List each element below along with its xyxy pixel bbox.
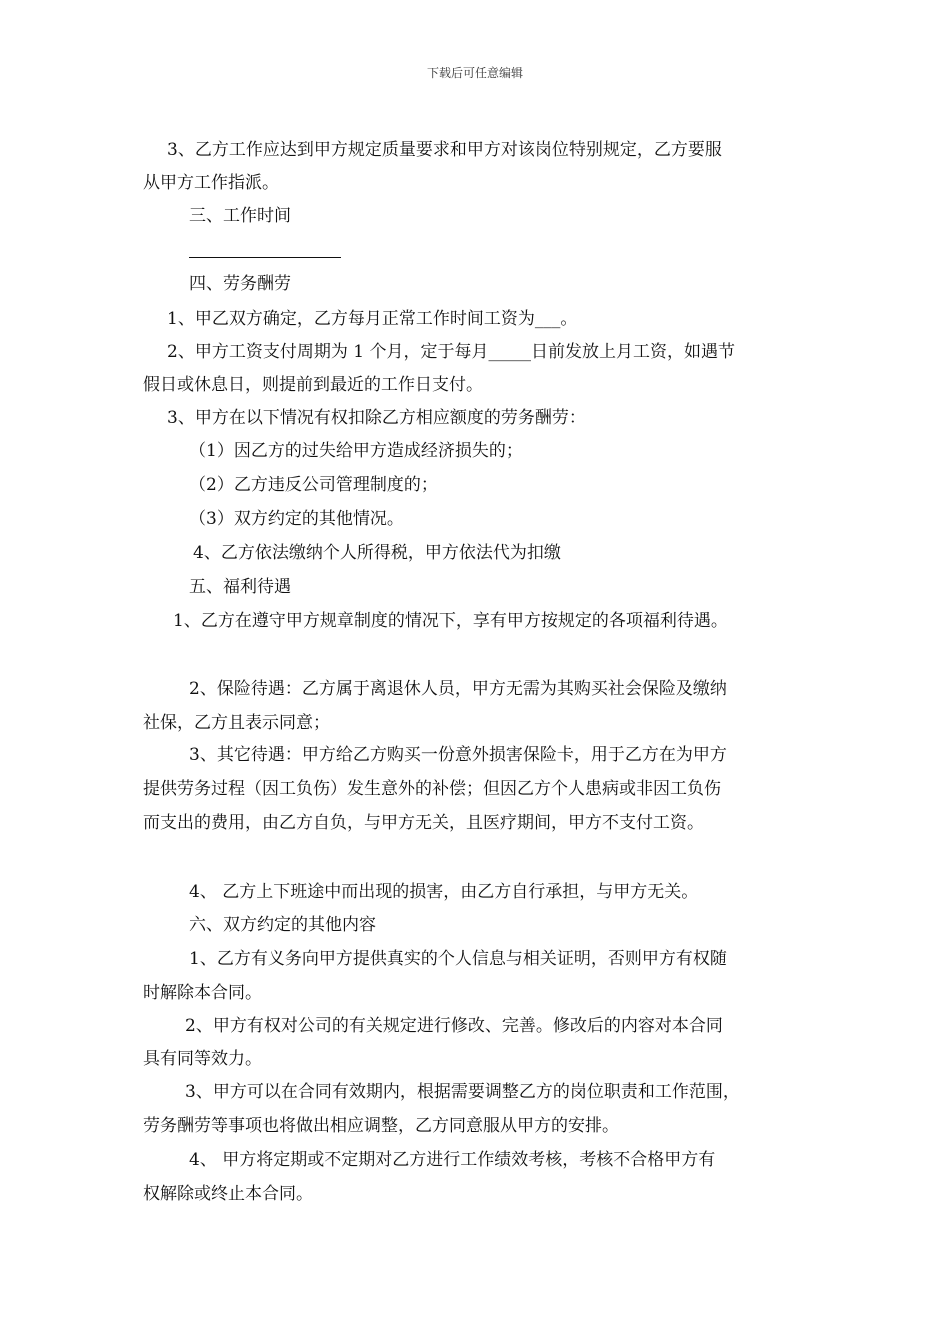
section-heading: 三、工作时间 [189, 206, 291, 226]
text-line: 1、甲乙双方确定，乙方每月正常工作时间工资为___。 [167, 309, 578, 329]
list-item: （3）双方约定的其他情况。 [189, 509, 404, 529]
text-line: 3、甲方在以下情况有权扣除乙方相应额度的劳务酬劳： [167, 408, 586, 428]
text-line: 劳务酬劳等事项也将做出相应调整，乙方同意服从甲方的安排。 [143, 1116, 619, 1136]
section-heading: 五、福利待遇 [189, 577, 291, 597]
page-header: 下载后可任意编辑 [426, 66, 523, 80]
text-line: 1、乙方有义务向甲方提供真实的个人信息与相关证明，否则甲方有权随 [189, 949, 727, 969]
text-line: 从甲方工作指派。 [143, 173, 279, 193]
blank-underline [189, 257, 341, 258]
text-line: 而支出的费用，由乙方自负，与甲方无关，且医疗期间，甲方不支付工资。 [143, 813, 704, 833]
text-line: 3、其它待遇：甲方给乙方购买一份意外损害保险卡，用于乙方在为甲方 [189, 745, 727, 765]
text-line: 3、乙方工作应达到甲方规定质量要求和甲方对该岗位特别规定，乙方要服 [167, 140, 722, 160]
text-line: 3、甲方可以在合同有效期内，根据需要调整乙方的岗位职责和工作范围， [185, 1082, 740, 1102]
text-line: 社保，乙方且表示同意； [143, 713, 330, 733]
section-heading: 四、劳务酬劳 [189, 274, 291, 294]
text-line: 权解除或终止本合同。 [143, 1184, 313, 1204]
list-item: （2）乙方违反公司管理制度的； [189, 475, 438, 495]
list-item: （1）因乙方的过失给甲方造成经济损失的； [189, 441, 523, 461]
text-line: 提供劳务过程（因工负伤）发生意外的补偿；但因乙方个人患病或非因工负伤 [143, 779, 721, 799]
section-heading: 六、双方约定的其他内容 [189, 915, 376, 935]
text-line: 4、 乙方上下班途中而出现的损害，由乙方自行承担，与甲方无关。 [189, 882, 699, 902]
text-line: 1、乙方在遵守甲方规章制度的情况下，享有甲方按规定的各项福利待遇。 [173, 611, 728, 631]
text-line: 假日或休息日，则提前到最近的工作日支付。 [143, 375, 483, 395]
text-line: 2、保险待遇：乙方属于离退休人员，甲方无需为其购买社会保险及缴纳 [189, 679, 727, 699]
text-line: 2、甲方有权对公司的有关规定进行修改、完善。修改后的内容对本合同 [185, 1016, 723, 1036]
text-line: 具有同等效力。 [143, 1049, 262, 1069]
text-line: 4、乙方依法缴纳个人所得税，甲方依法代为扣缴 [193, 543, 561, 563]
text-line: 时解除本合同。 [143, 983, 262, 1003]
text-line: 4、 甲方将定期或不定期对乙方进行工作绩效考核，考核不合格甲方有 [189, 1150, 716, 1170]
text-line: 2、甲方工资支付周期为 1 个月，定于每月_____日前发放上月工资，如遇节 [167, 342, 735, 362]
